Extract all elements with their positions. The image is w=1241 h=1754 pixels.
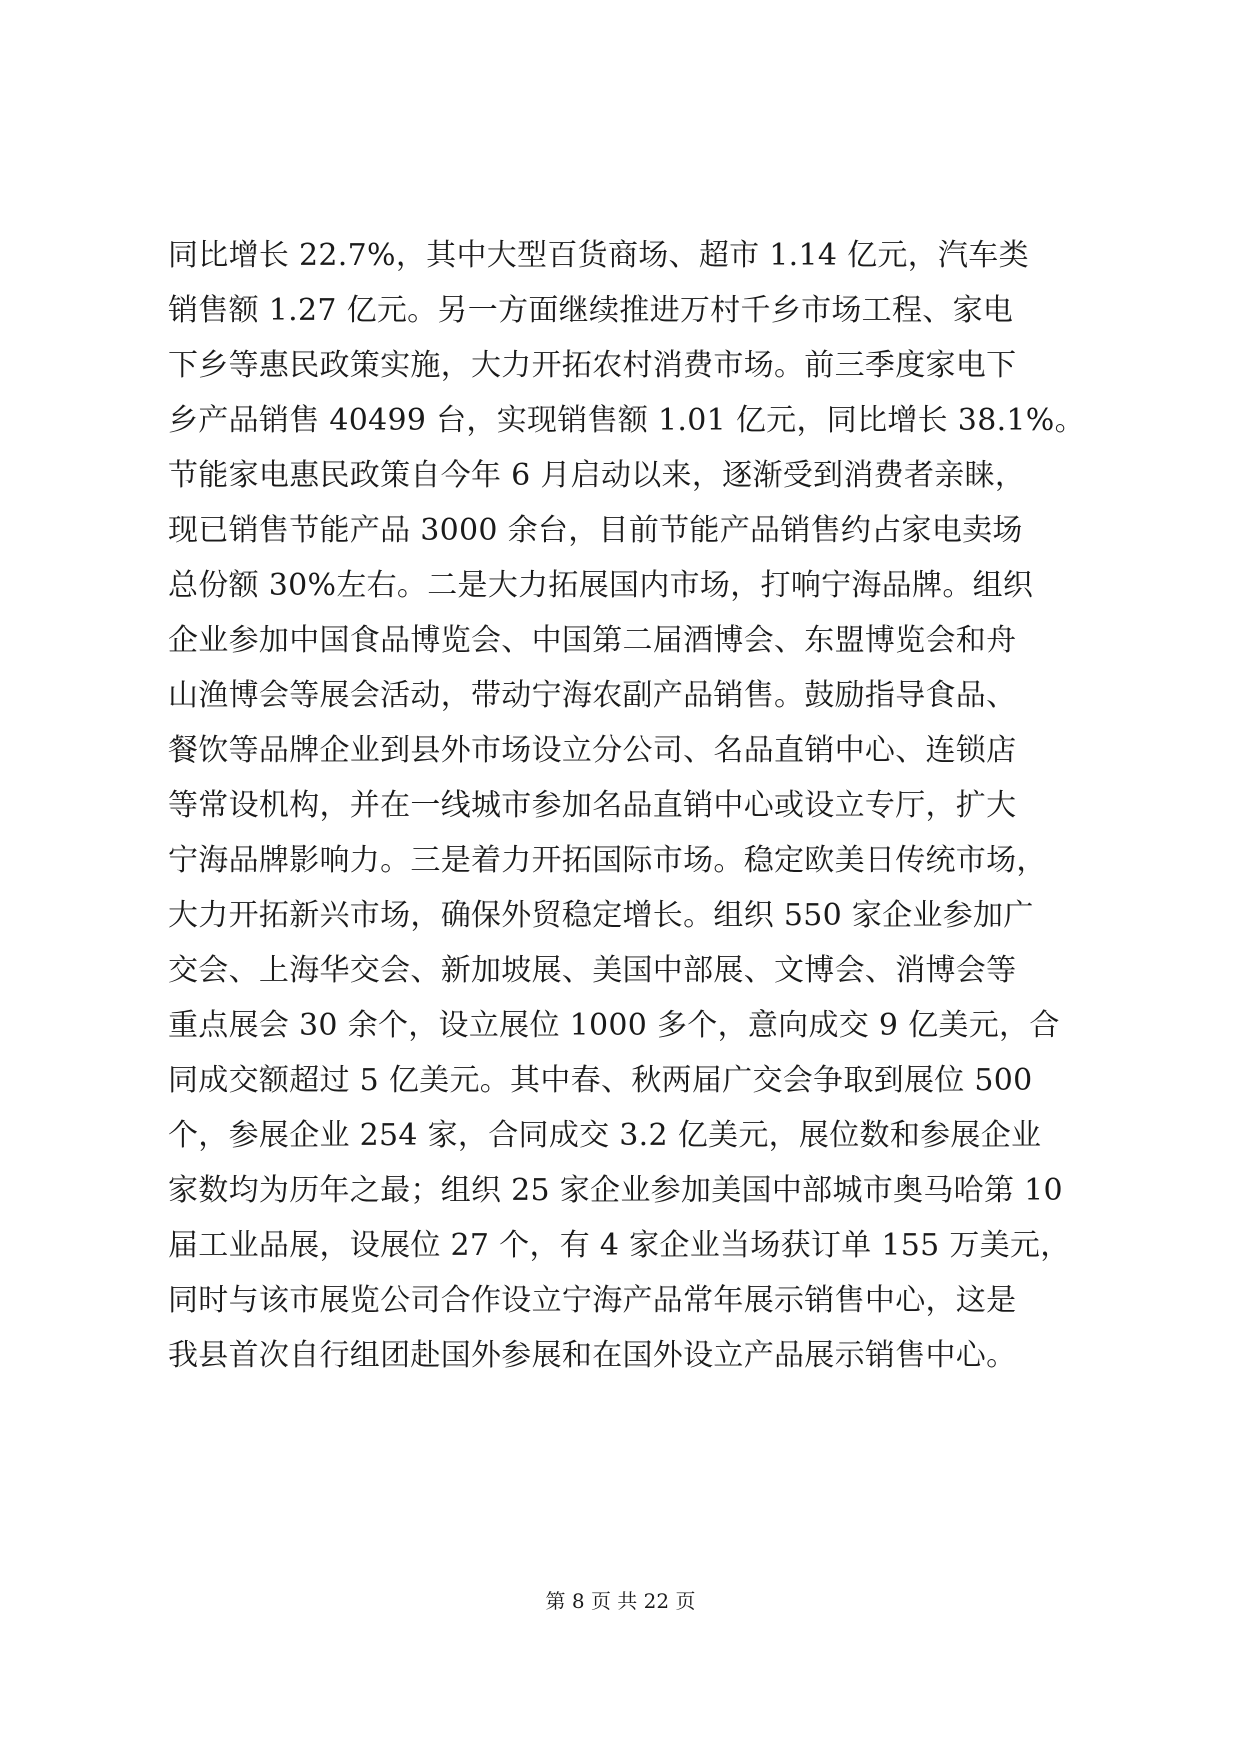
- text-line: 下乡等惠民政策实施，大力开拓农村消费市场。前三季度家电下: [168, 348, 1017, 383]
- text-line: 家数均为历年之最；组织 25 家企业参加美国中部城市奥马哈第 10: [168, 1173, 1063, 1208]
- text-line: 同比增长 22.7%，其中大型百货商场、超市 1.14 亿元，汽车类: [168, 238, 1029, 273]
- text-line: 企业参加中国食品博览会、中国第二届酒博会、东盟博览会和舟: [168, 623, 1017, 658]
- text-line: 同时与该市展览公司合作设立宁海产品常年展示销售中心，这是: [168, 1283, 1017, 1318]
- text-line: 我县首次自行组团赴国外参展和在国外设立产品展示销售中心。: [168, 1338, 1017, 1373]
- text-line: 销售额 1.27 亿元。另一方面继续推进万村千乡市场工程、家电: [168, 293, 1014, 328]
- text-line: 餐饮等品牌企业到县外市场设立分公司、名品直销中心、连锁店: [168, 733, 1017, 768]
- text-line: 届工业品展，设展位 27 个，有 4 家企业当场获订单 155 万美元，: [168, 1228, 1071, 1263]
- body-paragraph: [168, 228, 1088, 1383]
- page-number-footer: 第 8 页 共 22 页: [545, 1589, 696, 1613]
- text-line: 重点展会 30 余个，设立展位 1000 多个，意向成交 9 亿美元，合: [168, 1008, 1060, 1043]
- text-line: 宁海品牌影响力。三是着力开拓国际市场。稳定欧美日传统市场，: [168, 843, 1047, 878]
- text-line: 交会、上海华交会、新加坡展、美国中部展、文博会、消博会等: [168, 953, 1017, 988]
- text-line: 等常设机构，并在一线城市参加名品直销中心或设立专厅，扩大: [168, 788, 1017, 823]
- text-line: 山渔博会等展会活动，带动宁海农副产品销售。鼓励指导食品、: [168, 678, 1017, 713]
- text-line: 同成交额超过 5 亿美元。其中春、秋两届广交会争取到展位 500: [168, 1063, 1033, 1098]
- text-line: 节能家电惠民政策自今年 6 月启动以来，逐渐受到消费者亲睐，: [168, 458, 1026, 493]
- text-line: 现已销售节能产品 3000 余台，目前节能产品销售约占家电卖场: [168, 513, 1023, 548]
- text-line: 总份额 30%左右。二是大力拓展国内市场，打响宁海品牌。组织: [168, 568, 1034, 603]
- text-line: 大力开拓新兴市场，确保外贸稳定增长。组织 550 家企业参加广: [168, 898, 1034, 933]
- text-line: 个，参展企业 254 家，合同成交 3.2 亿美元，展位数和参展企业: [168, 1118, 1042, 1153]
- text-line: 乡产品销售 40499 台，实现销售额 1.01 亿元，同比增长 38.1%。: [168, 403, 1085, 438]
